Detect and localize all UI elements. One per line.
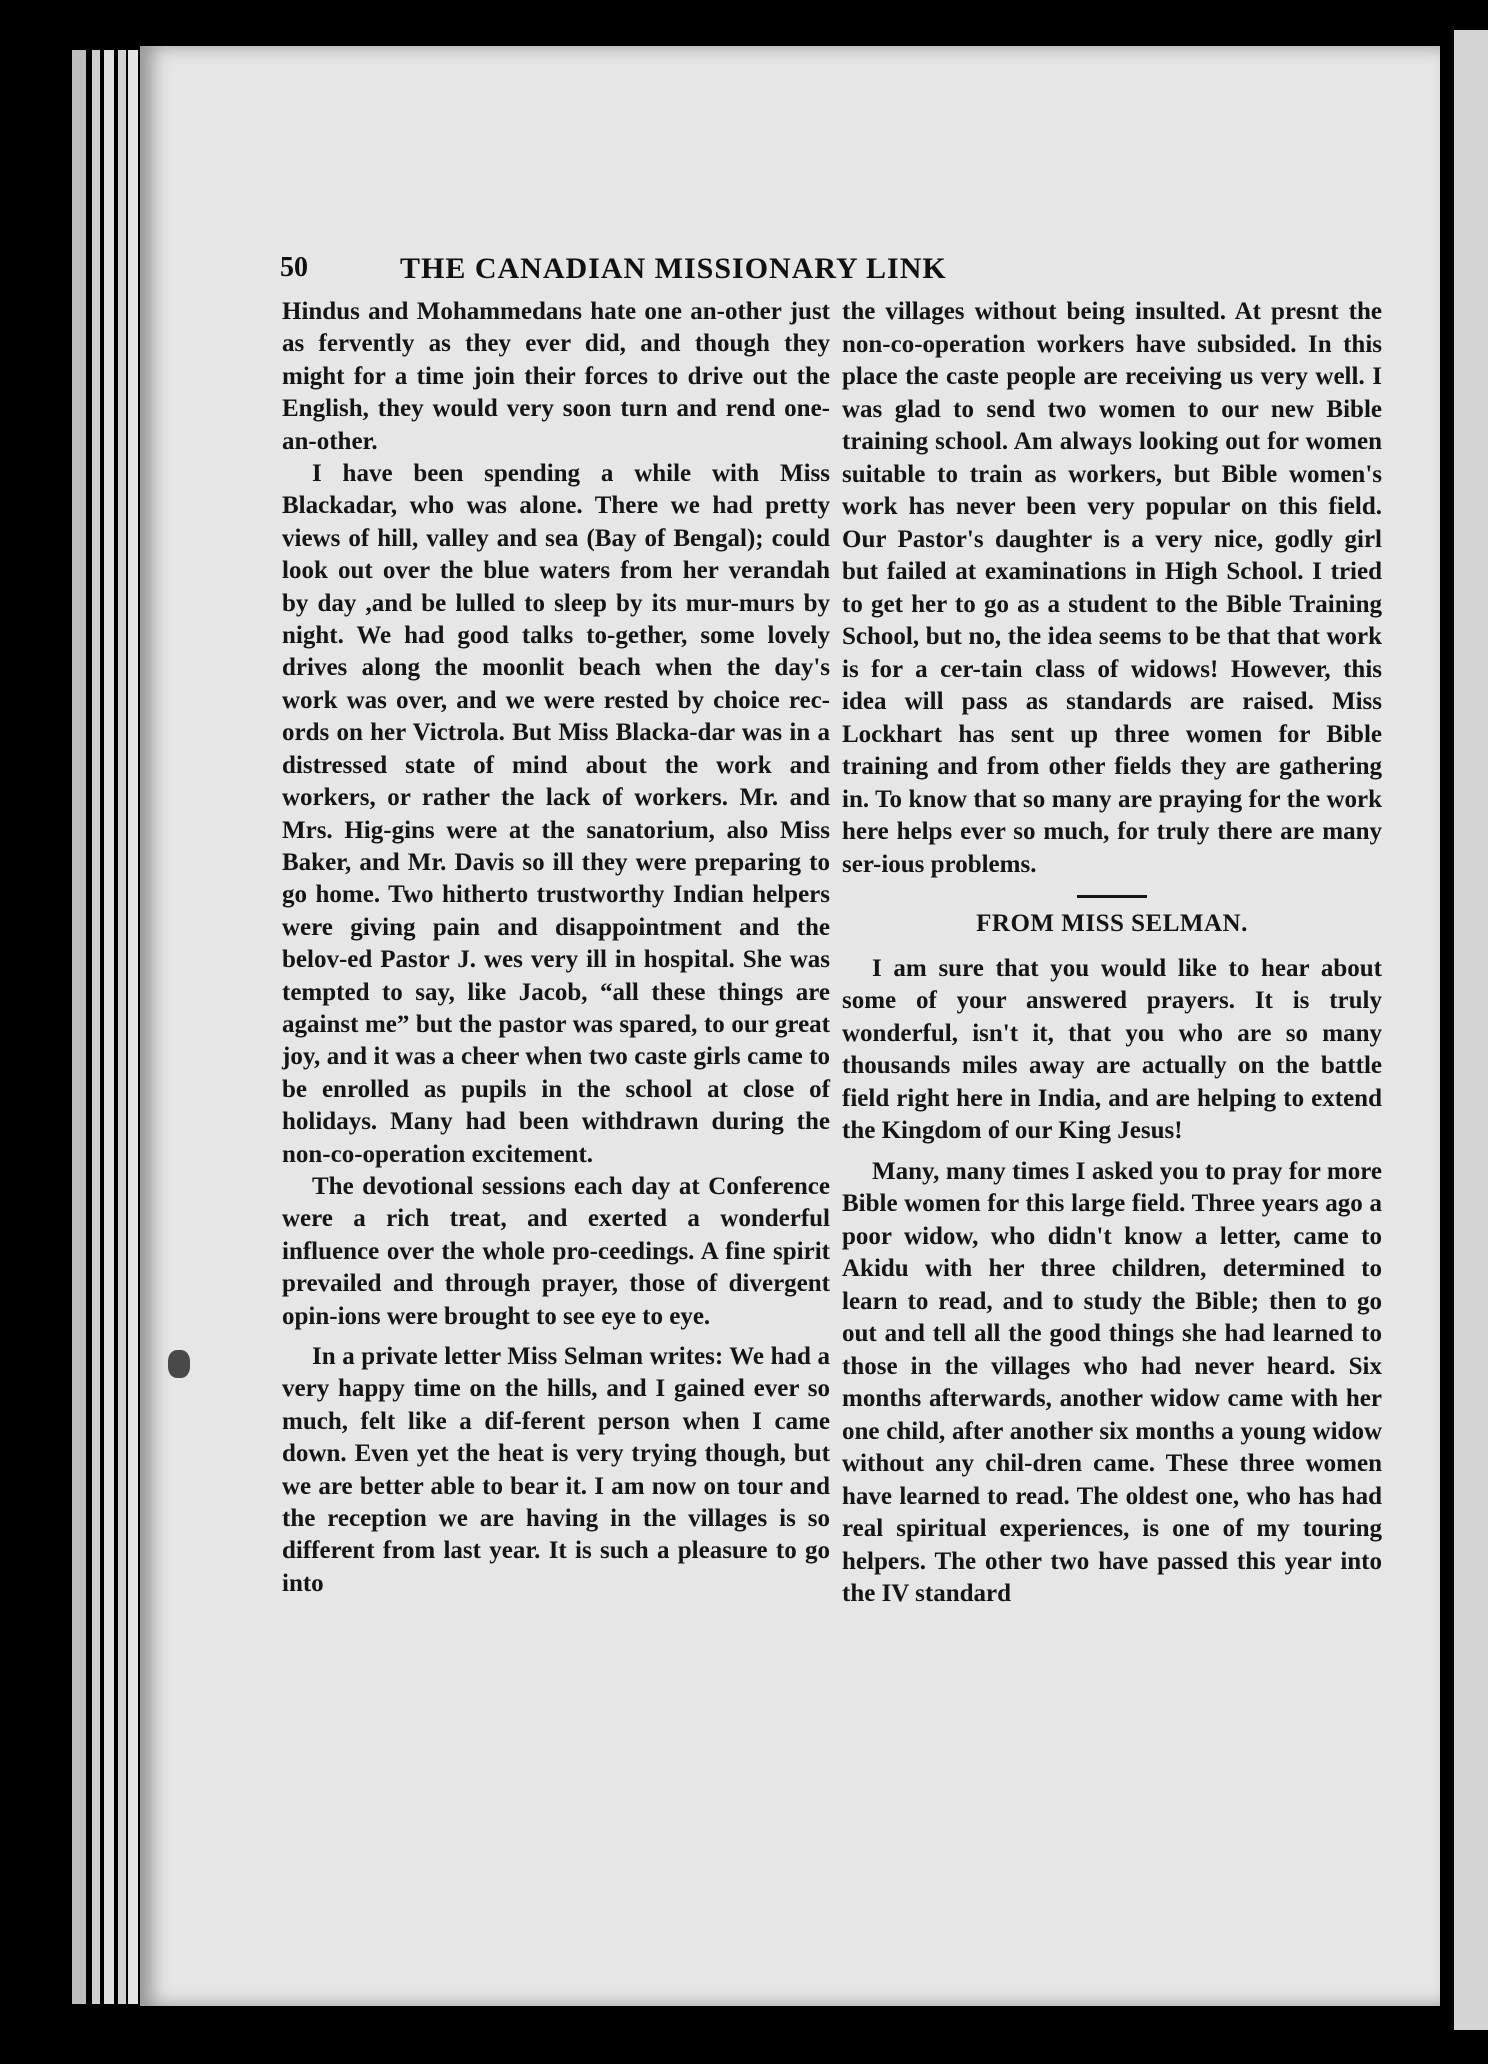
section-divider [1077,895,1147,898]
book-edge [104,50,114,2004]
book-edge [72,50,86,2004]
adjacent-page-edge [1454,30,1488,2030]
book-edge [118,50,126,2004]
left-column [282,296,830,1600]
paragraph: Many, many times I asked you to pray for more Bible women for this large field. Three years ago a poor widow, who didn't know a letter, came to Akidu with her three children, determined to learn to read, and to study the Bible; then to go out and tell all the good things she had learned to those in the villages who had never heard. Six months afterwards, another widow came with her one child, after another six months a young widow without any chil-dren came. These three women have learned to read. The oldest one, who has had real spiritual experiences, is one of my touring helpers. The other two have passed this year into the IV standard [842,1157,1382,1607]
page-number: 50 [280,252,308,283]
ink-smudge [168,1350,190,1378]
paragraph: the villages without being insulted. At presnt the non-co-operation workers have subsided. In this place the caste people are receiving us very well. I was glad to send two women to our new Bible training school. Am always looking out for women suitable to train as workers, but Bible women's work has never been very popular on this field. Our Pastor's daughter is a very nice, godly girl but failed at examinations in High School. I tried to get her to go as a student to the Bible Training School, but no, the idea seems to be that that work is for a cer-tain class of widows! However, this idea will pass as standards are raised. Miss Lockhart has sent up three women for Bible training and from other fields they are gathering in. To know that so many are praying for the work here helps ever so much, for truly there are many ser-ious problems. [842,298,1382,878]
paragraph: I am sure that you would like to hear about some of your answered prayers. It is truly wonderful, isn't it, that you who are so many thousands miles away are actually on the battle field right here in India, and are helping to extend the Kingdom of our King Jesus! [842,954,1382,1144]
paragraph: Hindus and Mohammedans hate one an-other just as fervently as they ever did, and though they might for a time join their forces to drive out the English, they would very soon turn and rend one-an-other. [282,298,830,455]
section-heading: FROM MISS SELMAN. [976,910,1248,937]
right-column [842,296,1382,1611]
page-header [280,252,1120,292]
book-edge [92,50,100,2004]
book-edge [128,50,138,2004]
paragraph: In a private letter Miss Selman writes: We had a very happy time on the hills, and I gained ever so much, felt like a dif-ferent person when I came down. Even yet the heat is very trying though, but we are better able to bear it. I am now on tour and the reception we are having in the villages is so different from last year. It is such a pleasure to go into [282,1343,830,1597]
paragraph: The devotional sessions each day at Conference were a rich treat, and exerted a wonderful influence over the whole pro-ceedings. A fine spirit prevailed and through prayer, those of divergent opin-ions were brought to see eye to eye. [282,1172,830,1330]
paragraph: I have been spending a while with Miss Blackadar, who was alone. There we had pretty views of hill, valley and sea (Bay of Bengal); could look out over the blue waters from her verandah by day ,and be lulled to sleep by its mur-murs by night. We had good talks to-gether, some lovely drives along the moonlit beach when the day's work was over, and we were rested by choice rec-ords on her Victrola. But Miss Blacka-dar was in a distressed state of mind about the work and workers, or rather the lack of workers. Mr. and Mrs. Hig-gins were at the sanatorium, also Miss Baker, and Mr. Davis so ill they were preparing to go home. Two hitherto trustworthy Indian helpers were giving pain and disappointment and the belov-ed Pastor J. wes very ill in hospital. She was tempted to say, like Jacob, “all these things are against me” but the pastor was spared, to our great joy, and it was a cheer when two caste girls came to be enrolled as pupils in the school at close of holidays. Many had been withdrawn during the non-co-operation excitement. [282,460,830,1168]
running-title: THE CANADIAN MISSIONARY LINK [400,252,947,285]
